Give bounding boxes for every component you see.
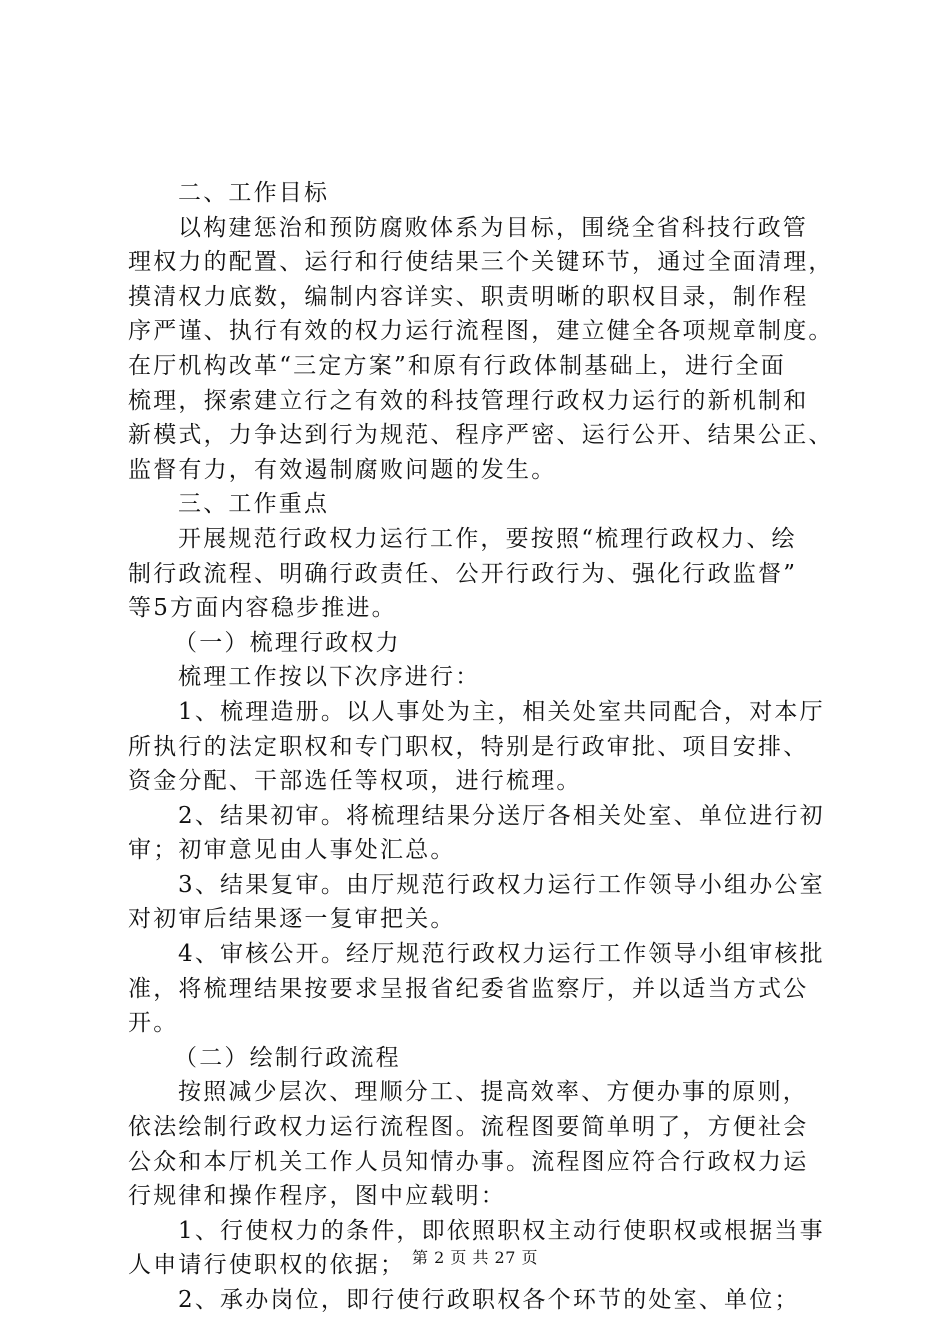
list-item-line: 1、行使权力的条件，即依照职权主动行使职权或根据当事 [178,1217,825,1244]
list-item-line: 对初审后结果逐一复审把关。 [128,906,456,933]
paragraph-line: 理权力的配置、运行和行使结果三个关键环节，通过全面清理， [128,249,834,276]
list-item-line: 2、结果初审。将梳理结果分送厅各相关处室、单位进行初 [178,802,825,829]
subsection-heading: （一）梳理行政权力 [174,629,401,656]
paragraph-line: 依法绘制行政权力运行流程图。流程图要简单明了，方便社会 [128,1114,809,1141]
list-item-line: 1、梳理造册。以人事处为主，相关处室共同配合，对本厅 [178,698,825,725]
paragraph-line: 监督有力，有效遏制腐败问题的发生。 [128,456,557,483]
paragraph-line: 序严谨、执行有效的权力运行流程图，建立健全各项规章制度。 [128,318,834,345]
list-item-line: 准，将梳理结果按要求呈报省纪委省监察厅，并以适当方式公 [128,975,809,1002]
section-heading-focus: 三、工作重点 [178,491,330,518]
paragraph-line: 梳理，探索建立行之有效的科技管理行政权力运行的新机制和 [128,387,809,414]
list-item-line: 所执行的法定职权和专门职权，特别是行政审批、项目安排、 [128,733,809,760]
paragraph-line: 梳理工作按以下次序进行： [178,664,481,691]
paragraph-line: 摸清权力底数，编制内容详实、职责明晰的职权目录，制作程 [128,283,809,310]
paragraph-line: 等5方面内容稳步推进。 [128,595,397,622]
paragraph-line: 开展规范行政权力运行工作，要按照“梳理行政权力、绘 [178,525,797,552]
paragraph-line: 按照减少层次、理顺分工、提高效率、方便办事的原则， [178,1079,808,1106]
paragraph-line: 以构建惩治和预防腐败体系为目标，围绕全省科技行政管 [178,214,808,241]
paragraph-line: 新模式，力争达到行为规范、程序严密、运行公开、结果公正、 [128,422,834,449]
section-heading-goals: 二、工作目标 [178,180,330,206]
paragraph-line: 公众和本厅机关工作人员知情办事。流程图应符合行政权力运 [128,1148,809,1175]
subsection-heading: （二）绘制行政流程 [174,1044,401,1071]
page-number-footer: 第 2 页 共 27 页 [412,1248,538,1267]
list-item-line: 开。 [128,1010,179,1037]
list-item-line: 2、承办岗位，即行使行政职权各个环节的处室、单位； [178,1287,800,1313]
list-item-line: 4、审核公开。经厅规范行政权力运行工作领导小组审核批 [178,941,825,968]
list-item-line: 资金分配、干部选任等权项，进行梳理。 [128,768,582,795]
paragraph-line: 制行政流程、明确行政责任、公开行政行为、强化行政监督” [128,560,798,587]
list-item-line: 审；初审意见由人事处汇总。 [128,837,456,864]
list-item-line: 人申请行使职权的依据； [128,1252,406,1279]
list-item-line: 3、结果复审。由厅规范行政权力运行工作领导小组办公室 [178,871,825,898]
paragraph-line: 在厅机构改革“三定方案”和原有行政体制基础上，进行全面 [128,352,786,379]
document-body [128,176,840,1318]
paragraph-line: 行规律和操作程序，图中应载明： [128,1183,506,1210]
